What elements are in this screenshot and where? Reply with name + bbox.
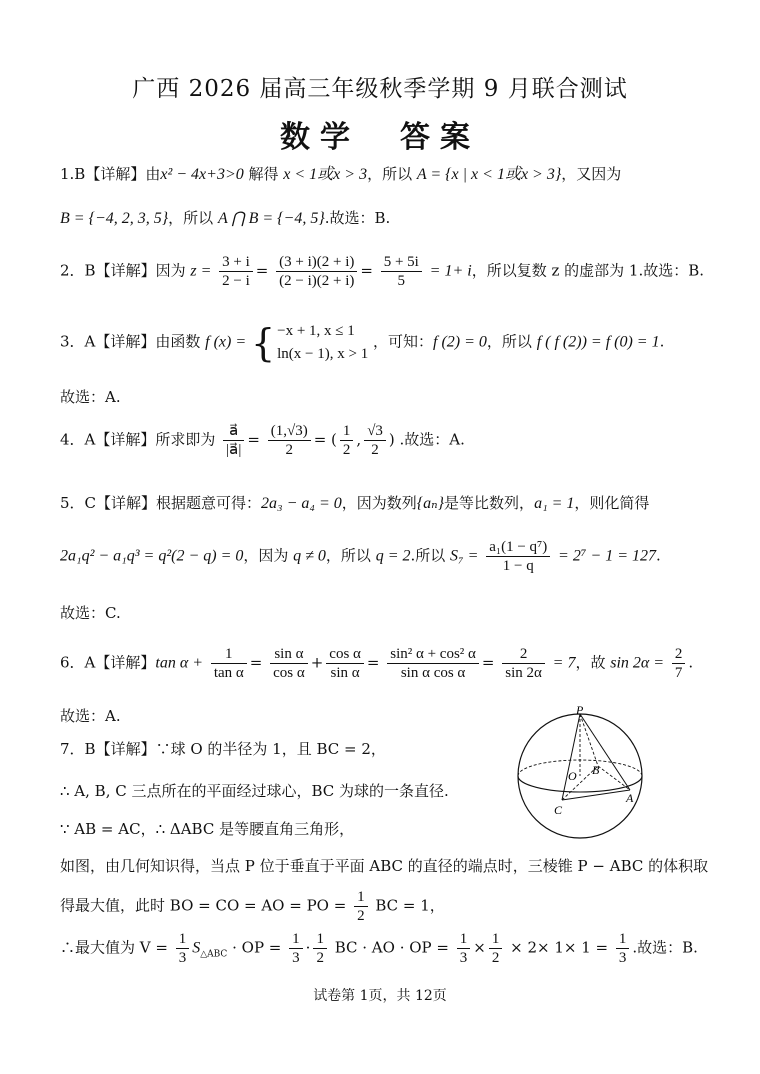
q1-line2 [60,209,390,228]
equator-front [518,776,642,792]
page-title: 广西 2026 届高三年级秋季学期 9 月联合测试 [132,76,628,102]
q5-frac: $\frac{\text{a₁(1 − q⁷)}}{1 - q}$ [486,538,550,575]
q2-frac3: $\frac{5 + 5i}{5}$ [381,253,422,290]
q6-answer: 故选：A. [60,707,121,725]
sphere-figure [512,706,652,842]
label-p: P [576,706,584,717]
q5-line2: 2a₁q² − a₁q³ = q²(2 − q) = 0，因为 q ≠ 0，所以 q = 2.所以 S₇ = $\frac{\text{a₁(1 − q⁷)}}{1 - q}$ = 2⁷ − 1 = 127. [60,539,661,574]
label-a: A [626,791,634,805]
q1-text: ，又因为 [561,165,622,183]
q3-line1: 3．A【详解】由函数 f (x) = { −x + 1, x ≤ 1 ln(x − 1), x > 1 ，可知：f (2) = 0，所以 f ( f (2)) = f (0) = 1. [60,320,665,365]
equator-back [518,760,642,776]
q1-inequality: x² − 4x+3>0 [160,166,244,183]
q4-frac4: $\frac{√3}{2}$ [364,422,386,459]
q7-line3: ∵ AB = AC，∴ ΔABC 是等腰直角三角形， [60,820,355,838]
edge-pc [562,714,580,800]
q1-text: 解得 [243,165,284,183]
q3-fx: f (x) = [205,333,247,351]
q2-frac1: $\frac{3 + i}{2 - i}$ [219,253,253,290]
q4-label: 4．A【详解】所求即为 [60,430,216,449]
q2-result: = 1+ i [429,262,472,280]
q6-line: 6．A【详解】tan α + $\frac{1}{\text{tan α}}$ = $\frac{\text{sin α}}{\text{cos α}}$ + $\frac{\text{cos α}}{\text{sin α}}$ = $\frac{\text{sin² α + cos² α}}{\text{sin α cos α}}$ = $\frac{2}{\sin 2\alpha}$ = 7，故 sin 2α = $\frac{2}{7}$ . [60,646,694,681]
q1-set-a: A = {x | x < 1或x > 3} [416,166,562,183]
q2-z: z = [190,262,212,280]
q3-f2: f (2) = 0 [433,333,487,351]
page-footer: 试卷第 1页，共 12页 [313,988,447,1004]
q7-line2: ∴ A, B, C 三点所在的平面经过球心，BC 为球的一条直径. [60,782,449,800]
label-b: B [592,763,600,777]
q5-answer: 故选：C. [60,604,121,622]
q3-answer: 故选：A. [60,388,121,406]
q6-label: 6．A【详解】 [60,653,156,672]
q3-text: ，可知： [372,332,433,351]
q1-label: 1.B【详解】由 [60,165,161,183]
q7-line1: 7．B【详解】∵球 O 的半径为 1，且 BC = 2， [60,740,386,758]
q5-line1: 5．C【详解】根据题意可得：2a₃ − a₄ = 0，因为数列{aₙ}是等比数列，a₁ = 1，则化简得 [60,494,650,512]
q3-label: 3．A【详解】由函数 [60,332,206,351]
q3-ff2: f ( f (2)) = f (0) = 1 [536,333,660,351]
q3-cases: −x + 1, x ≤ 1 ln(x − 1), x > 1 [277,323,369,362]
q4-line: 4．A【详解】所求即为 $\frac{a⃗}{|a⃗|}$ = $\frac{(1,√3)}{2}$ = ( $\frac{1}{2}$ , $\frac{√3}{2}$ ) .故选：A. [60,423,465,458]
label-c: C [554,803,563,817]
q1-line1 [60,165,621,184]
q3-text: ，所以 [486,332,537,351]
edge-pa [580,714,630,790]
q7-line4: 如图，由几何知识得，当点 P 位于垂直于平面 ABC 的直径的端点时，三棱锥 P − ABC 的体积取 [60,857,709,875]
q1-text: ，所以 [168,209,218,227]
q4-frac3: $\frac{1}{2}$ [340,422,354,459]
q7-line5: 得最大值，此时 BO = CO = AO = PO = $\frac{1}{2}$ BC = 1， [60,889,445,924]
q2-frac2: $\frac{(3 + i)(2 + i)}{(2 - i)(2 + i)}$ [276,253,357,290]
q4-frac2: $\frac{(1,√3)}{2}$ [268,422,311,459]
q2-line: 2．B【详解】因为 z = $\frac{3 + i}{2 - i}$ = $\frac{(3 + i)(2 + i)}{(2 - i)(2 + i)}$ = $\frac{5 + 5i}{5}$ = 1+ i，所以复数 z 的虚部为 1.故选：B. [60,254,704,289]
q1-solution: x < 1或x > 3 [283,166,368,183]
q7-line6: ∴最大值为 V = $\frac{1}{3}$ $S_{\triangle ABC}$ · OP = $\frac{1}{3}$ · $\frac{1}{2}$ BC · AO · OP = $\frac{1}{3}$ × $\frac{1}{2}$ × 2× 1× 1 = $\frac{1}{3}$ .故选：B. [60,931,698,966]
q1-set-b: B = {−4, 2, 3, 5} [60,210,169,227]
q1-intersection: A ⋂ B = {−4, 5} [217,210,325,227]
q2-label: 2．B【详解】因为 [60,261,191,280]
q4-frac1: $\frac{a⃗}{|a⃗|}$ [223,422,244,459]
q5-label: 5．C【详解】根据题意可得： [60,494,262,512]
edge-pb [580,714,598,766]
label-o: O [568,769,577,783]
q1-text: ，所以 [367,165,417,183]
q4-answer: ) .故选：A. [388,430,465,449]
page-subtitle: 数学 答案 [280,120,480,155]
q1-answer: .故选：B. [324,209,391,227]
q2-answer: ，所以复数 z 的虚部为 1.故选：B. [471,261,704,280]
